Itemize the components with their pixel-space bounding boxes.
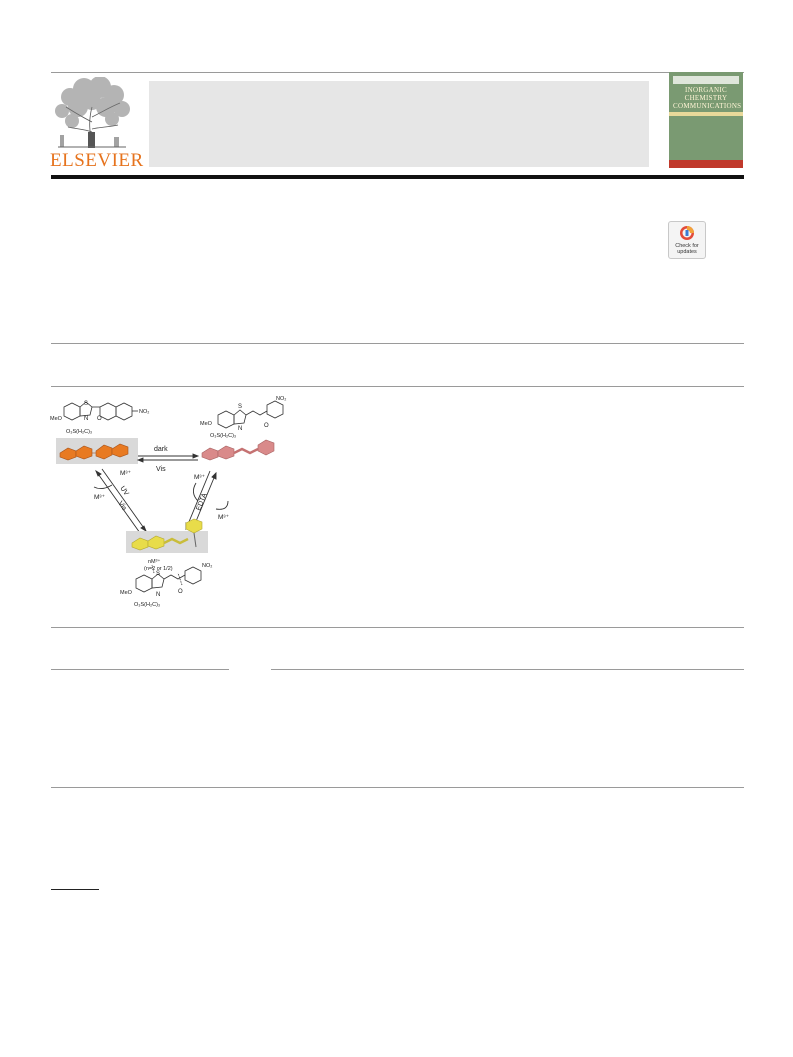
cover-band xyxy=(669,112,743,116)
label-meo-right: MeO xyxy=(200,421,212,427)
label-o-right: O xyxy=(264,423,269,429)
label-meo-top: MeO xyxy=(50,416,62,422)
label-vis-top: Vis xyxy=(156,466,166,473)
graphical-abstract-figure xyxy=(50,393,290,618)
check-updates-label xyxy=(669,243,705,255)
label-metal-left-bottom: M³⁺ xyxy=(94,494,106,501)
label-sulfonate-bottom: O₃S(H₂C)₃ xyxy=(134,602,161,608)
section-rule-1 xyxy=(51,343,744,344)
label-edta: EDTA xyxy=(195,492,209,512)
label-complex: nM³⁺ xyxy=(148,559,161,565)
label-metal-left-top: M³⁺ xyxy=(120,470,132,477)
label-ratio: (n=2 or 1/2) xyxy=(144,566,173,572)
label-metal-right-top: M³⁺ xyxy=(194,474,206,481)
label-o-bottom: O xyxy=(178,589,183,595)
cover-title: INORGANIC CHEMISTRY COMMUNICATIONS xyxy=(673,86,742,110)
label-o-top: O xyxy=(97,416,102,422)
label-n-right: N xyxy=(238,426,243,432)
merocyanine-structure xyxy=(218,401,283,428)
label-uv: UV xyxy=(118,485,130,498)
section-rule-4-left xyxy=(51,669,229,670)
label-sulfonate-top: O₃S(H₂C)₃ xyxy=(66,429,93,435)
section-rule-3 xyxy=(51,627,744,628)
label-no2-right: NO₂ xyxy=(276,396,287,402)
footnote-rule xyxy=(51,889,99,890)
check-for-updates-button[interactable] xyxy=(668,221,706,259)
section-rule-5 xyxy=(51,787,744,788)
cover-footer-band xyxy=(669,160,743,168)
check-updates-icon xyxy=(679,225,695,241)
label-sulfonate-right: O₃S(H₂C)₃ xyxy=(210,433,237,439)
label-meo-bottom: MeO xyxy=(120,590,132,596)
label-s-bottom: S xyxy=(156,571,161,577)
label-dark: dark xyxy=(154,446,168,453)
check-updates-line1: Check for xyxy=(675,243,699,249)
header-bottom-rule xyxy=(51,175,744,179)
section-rule-2 xyxy=(51,386,744,387)
dark-vis-arrow xyxy=(138,454,198,462)
label-no2-top: NO₂ xyxy=(139,409,150,415)
publisher-wordmark: ELSEVIER xyxy=(50,150,144,171)
journal-banner xyxy=(149,81,649,167)
label-n-top: N xyxy=(84,416,89,422)
merocyanine-model xyxy=(202,440,274,460)
journal-cover-thumbnail[interactable] xyxy=(669,72,743,168)
label-s-right: S xyxy=(238,404,243,410)
cover-top-band xyxy=(673,76,739,84)
label-vis-left: Vis xyxy=(116,500,128,513)
check-updates-line2: updates xyxy=(677,249,697,255)
label-metal-right-bottom: M³⁺ xyxy=(218,514,230,521)
label-n-bottom: N xyxy=(156,592,161,598)
header-top-rule xyxy=(51,72,744,73)
section-rule-4-right xyxy=(271,669,744,670)
label-no2-bottom: NO₂ xyxy=(202,563,213,569)
label-s-top: S xyxy=(84,401,89,407)
